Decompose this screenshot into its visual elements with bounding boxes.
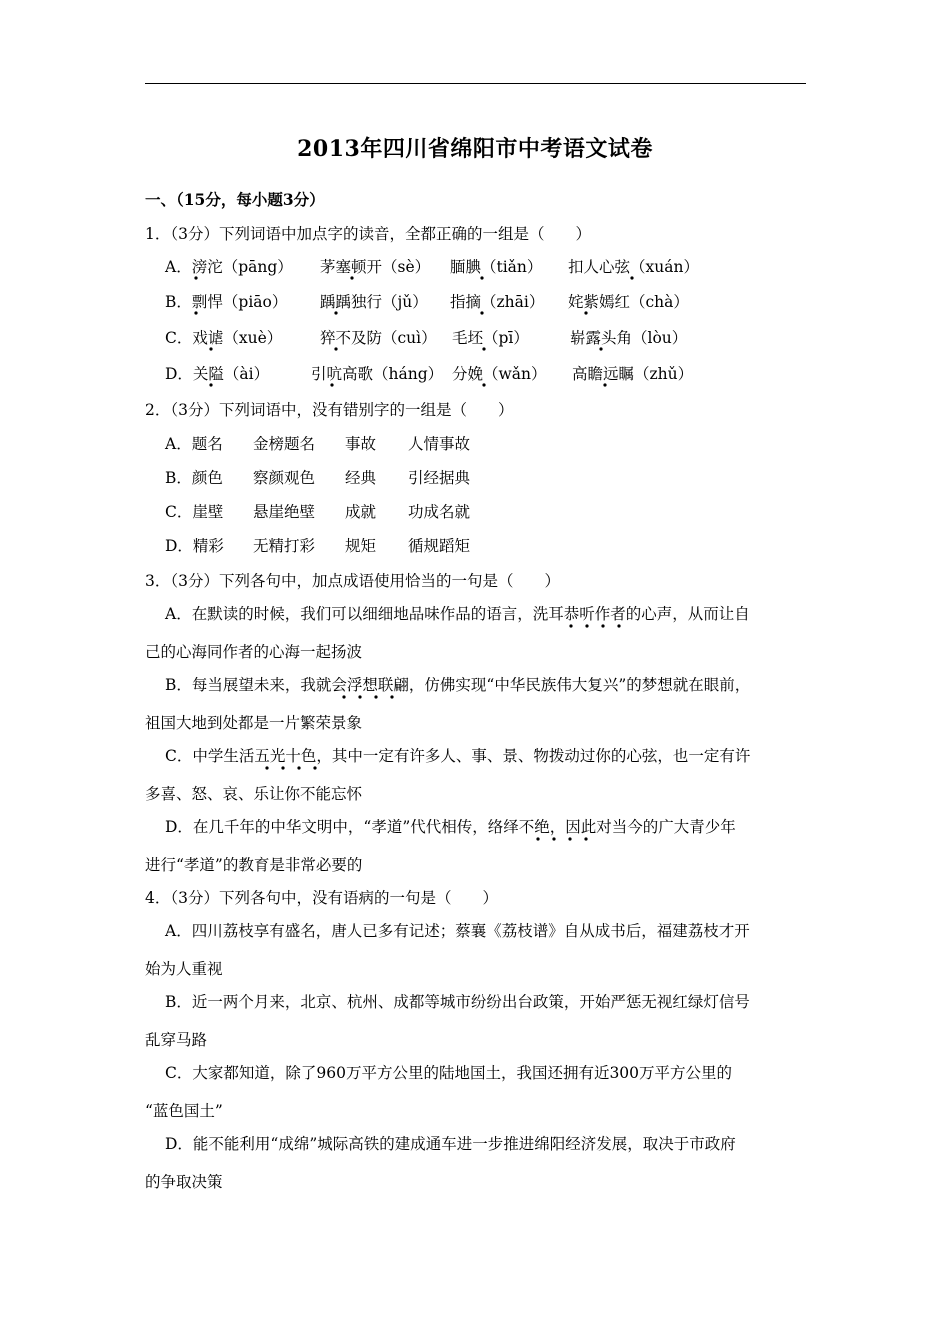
q1-stem: 1．（3分）下列词语中加点字的读音，全都正确的一组是（ ） [145, 225, 591, 243]
q4-option-b-line2: 乱穿马路 [145, 1031, 208, 1049]
q2-d-3: 规矩 [345, 537, 377, 555]
q3-option-b-line2: 祖国大地到处都是一片繁荣景象 [145, 714, 363, 732]
q1-a-2: 茅塞顿开（sè） [320, 258, 431, 276]
q2-a-3: 事故 [345, 435, 377, 453]
q2-b-4: 引经据典 [408, 469, 471, 487]
q1-b-4: 姹紫嫣红（chà） [568, 293, 689, 311]
q2-d-2: 无精打彩 [253, 537, 316, 555]
q1-c-4: 崭露头角（lòu） [570, 329, 688, 347]
q2-c-3: 成就 [345, 503, 377, 521]
q3-option-c-line1: C．中学生活五光十色，其中一定有许多人、事、景、物拨动过你的心弦，也一定有许 [165, 747, 751, 765]
header-rule [145, 83, 806, 84]
q4-option-c-line2: “蓝色国土” [145, 1102, 223, 1120]
page-title: 2013年四川省绵阳市中考语文试卷 [297, 136, 653, 162]
q1-d-3: 分娩（wǎn） [452, 365, 547, 383]
q3-stem: 3．（3分）下列各句中，加点成语使用恰当的一句是（ ） [145, 572, 560, 590]
q1-a-3: 腼腆（tiǎn） [450, 258, 543, 276]
q2-c-4: 功成名就 [408, 503, 471, 521]
q1-c-2: 猝不及防（cuì） [320, 329, 437, 347]
q1-d-2: 引吭高歌（háng） [311, 365, 444, 383]
q1-d-1: D．关隘（ài） [165, 365, 270, 383]
q1-a-1: A．滂沱（pāng） [165, 258, 293, 276]
q1-b-2: 踽踽独行（jǔ） [320, 293, 428, 311]
q3-option-d-line1: D．在几千年的中华文明中，“孝道”代代相传，络绎不绝，因此对当今的广大青少年 [165, 818, 736, 836]
q2-a-4: 人情事故 [408, 435, 471, 453]
q2-b-2: 察颜观色 [253, 469, 316, 487]
q3-option-d-line2: 进行“孝道”的教育是非常必要的 [145, 856, 363, 874]
q4-option-c-line1: C．大家都知道，除了960万平方公里的陆地国土，我国还拥有近300万平方公里的 [165, 1064, 733, 1082]
q3-option-a-line2: 己的心海同作者的心海一起扬波 [145, 643, 363, 661]
q2-c-2: 悬崖绝壁 [253, 503, 316, 521]
section-heading: 一、（15分，每小题3分） [145, 190, 325, 209]
q1-c-3: 毛坯（pī） [452, 329, 529, 347]
q2-a-1: A．题名 [165, 435, 223, 453]
q3-option-b-line1: B．每当展望未来，我就会浮想联翩，仿佛实现“中华民族伟大复兴”的梦想就在眼前， [165, 676, 751, 694]
q1-d-4: 高瞻远瞩（zhǔ） [572, 365, 694, 383]
q1-c-1: C．戏谑（xuè） [165, 329, 283, 347]
q4-option-a-line1: A．四川荔枝享有盛名，唐人已多有记述；蔡襄《荔枝谱》自从成书后，福建荔枝才开 [165, 922, 750, 940]
q2-a-2: 金榜题名 [253, 435, 316, 453]
q2-c-1: C．崖壁 [165, 503, 224, 521]
q2-b-3: 经典 [345, 469, 377, 487]
q4-stem: 4．（3分）下列各句中，没有语病的一句是（ ） [145, 889, 498, 907]
q3-option-a-line1: A．在默读的时候，我们可以细细地品味作品的语言，洗耳恭听作者的心声，从而让自 [165, 605, 750, 623]
q2-stem: 2．（3分）下列词语中，没有错别字的一组是（ ） [145, 401, 514, 419]
q1-b-1: B．剽悍（piāo） [165, 293, 288, 311]
q4-option-a-line2: 始为人重视 [145, 960, 223, 978]
q4-option-d-line1: D．能不能利用“成绵”城际高铁的建成通车进一步推进绵阳经济发展，取决于市政府 [165, 1135, 736, 1153]
q4-option-b-line1: B．近一两个月来，北京、杭州、成都等城市纷纷出台政策，开始严惩无视红绿灯信号 [165, 993, 750, 1011]
q3-option-c-line2: 多喜、怒、哀、乐让你不能忘怀 [145, 785, 363, 803]
q4-option-d-line2: 的争取决策 [145, 1173, 223, 1191]
q2-b-1: B．颜色 [165, 469, 223, 487]
q1-b-3: 指摘（zhāi） [450, 293, 545, 311]
q2-d-1: D．精彩 [165, 537, 224, 555]
q2-d-4: 循规蹈矩 [408, 537, 471, 555]
q1-a-4: 扣人心弦（xuán） [568, 258, 699, 276]
